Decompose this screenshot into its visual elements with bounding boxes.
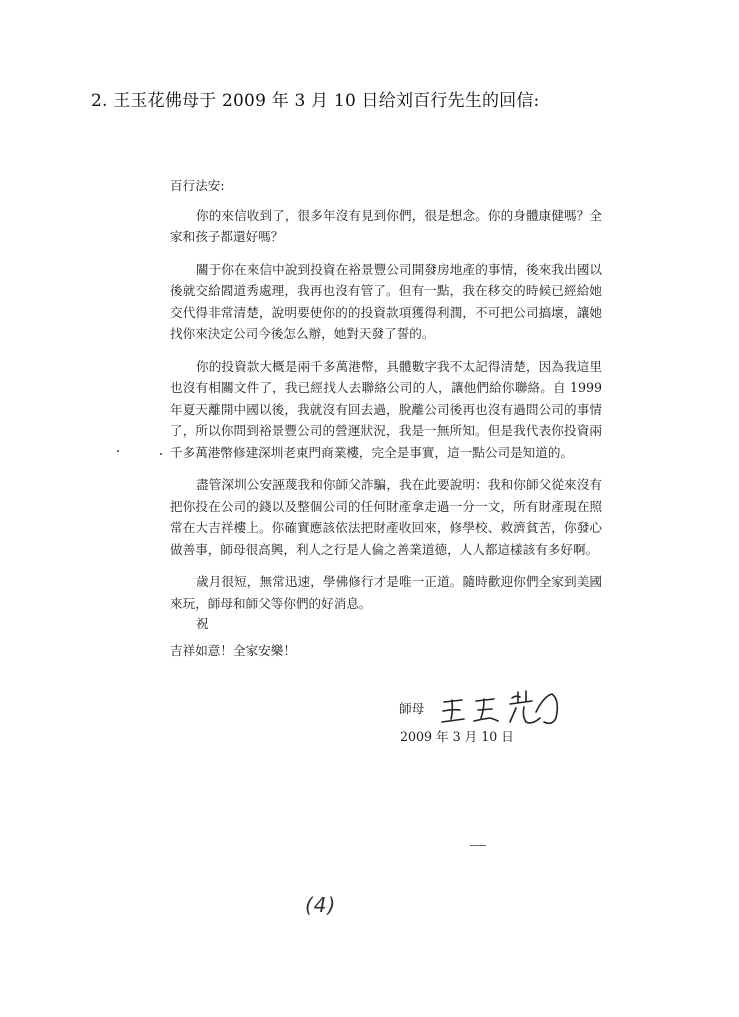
letter-wish: 吉祥如意！全家安樂！ xyxy=(170,643,296,658)
scan-speck xyxy=(160,453,162,455)
letter-paragraph-3: 你的投資款大概是兩千多萬港幣，具體數字我不太記得清楚，因為我這里也沒有相關文件了，我已經找人去聯絡公司的人，讓他們給你聯絡。自 1999 年夏天離開中國以後，我就沒有回去過，脫離公司後再也沒有過問公司的事情了，所以你問到裕景豐公司的營運狀況，我是一無所知。但是我代表你投資兩千多萬港幣修建深圳老東門商業樓，完全是事實，這一點公司是知道的。 xyxy=(170,358,602,460)
letter-paragraph-4: 盡管深圳公安誣蔑我和你師父詐騙，我在此要說明：我和你師父從來沒有把你投在公司的錢以及整個公司的任何財產拿走過一分一文，所有財產現在照常在大吉祥樓上。你確實應該依法把財產收回來，修學校、救濟貧苦，你發心做善事，師母很高興，利人之行是人倫之善業道德，人人都這樣該有多好啊。 xyxy=(170,477,602,557)
handwritten-signature xyxy=(440,688,575,728)
scan-speck xyxy=(117,450,119,452)
letter-closing: 祝 xyxy=(196,616,209,631)
letter-paragraph-2: 關于你在來信中說到投資在裕景豐公司開發房地產的事情，後來我出國以後就交給閻道秀處理，我再也沒有管了。但有一點，我在移交的時候已經給她交代得非常清楚，說明要使你的的投資款項獲得利潤，不可把公司搞壞，讓她找你來決定公司今後怎么辦，她對天發了誓的。 xyxy=(170,261,602,341)
letter-body xyxy=(170,175,602,625)
page-number: (4) xyxy=(305,893,337,917)
scan-speck xyxy=(470,845,486,846)
letter-paragraph-5: 歲月很短，無常迅速，學佛修行才是唯一正道。隨時歡迎你們全家到美國來玩，師母和師父等你們的好消息。 xyxy=(170,574,602,611)
document-heading: 2. 王玉花佛母于 2009 年 3 月 10 日给刘百行先生的回信: xyxy=(91,91,540,111)
letter-paragraph-1: 你的來信收到了，很多年沒有見到你們，很是想念。你的身體康健嗎？全家和孩子都還好嗎？ xyxy=(170,207,602,244)
letter-date: 2009 年 3 月 10 日 xyxy=(400,729,514,744)
letter-salutation: 百行法安: xyxy=(170,178,225,193)
letter-signer: 師母 xyxy=(399,701,425,716)
